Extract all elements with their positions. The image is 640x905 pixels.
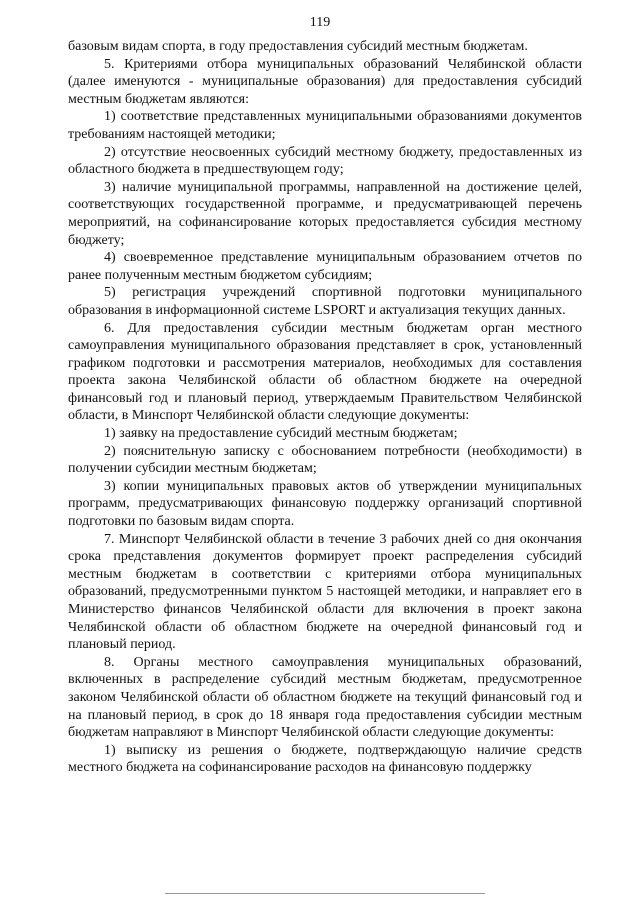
- document-body: [68, 38, 582, 777]
- paragraph: 8. Органы местного самоуправления муниципальных образований, включенных в распределение субсидий местным бюджетам, предусмотренное законом Челябинской области об областном бюджете на текущий финансовый год и на плановый период, в срок до 18 января года предоставления субсидии местным бюджетам направляют в Минспорт Челябинской области следующие документы:: [68, 654, 582, 741]
- page-number: 119: [309, 15, 331, 30]
- paragraph: базовым видам спорта, в году предоставления субсидий местным бюджетам.: [68, 39, 528, 54]
- paragraph: 1) соответствие представленных муниципальными образованиями документов требованиям настоящей методики;: [68, 109, 582, 142]
- paragraph: 3) копии муниципальных правовых актов об утверждении муниципальных программ, предусматривающих финансовую поддержку организаций спортивной подготовки по базовым видам спорта.: [68, 478, 582, 530]
- footer-rule: [165, 893, 485, 894]
- paragraph: 2) пояснительную записку с обоснованием потребности (необходимости) в получении субсидии местным бюджетам;: [68, 443, 582, 477]
- paragraph: 7. Минспорт Челябинской области в течение 3 рабочих дней со дня окончания срока представления документов формирует проект распределения субсидий местным бюджетам в соответствии с критериями отбора муниципальных образований, предусмотренными пунктом 5 настоящей методики, и направляет его в Министерство финансов Челябинской области для включения в проект закона Челябинской области об областном бюджете на очередной финансовый год и плановый период.: [68, 531, 582, 653]
- paragraph: 5) регистрация учреждений спортивной подготовки муниципального образования в информационной системе LSPORT и актуализация текущих данных.: [68, 285, 582, 318]
- paragraph: 1) выписку из решения о бюджете, подтверждающую наличие средств местного бюджета на софинансирование расходов на финансовую поддержку: [68, 742, 582, 776]
- paragraph: 2) отсутствие неосвоенных субсидий местному бюджету, предоставленных из областного бюджета в предшествующем году;: [68, 144, 582, 178]
- paragraph: 1) заявку на предоставление субсидий местным бюджетам;: [104, 426, 458, 442]
- paragraph: 3) наличие муниципальной программы, направленной на достижение целей, соответствующих государственной программе, и предусматривающей перечень мероприятий, на софинансирование которых предоставляется субсидия местному бюджету;: [68, 179, 582, 248]
- paragraph: 6. Для предоставления субсидии местным бюджетам орган местного самоуправления муниципального образования представляет в срок, установленный графиком подготовки и рассмотрения материалов, необходимых для составления проекта закона Челябинской области об областном бюджете на очередной финансовый год и плановый период, утверждаемым Правительством Челябинской области, в Минспорт Челябинской области следующие документы:: [68, 320, 582, 424]
- paragraph: 4) своевременное представление муниципальным образованием отчетов по ранее полученным местным бюджетом субсидиям;: [68, 250, 582, 283]
- paragraph: 5. Критериями отбора муниципальных образований Челябинской области (далее именуются - муниципальные образования) для предоставления субсидий местным бюджетам являются:: [68, 56, 582, 107]
